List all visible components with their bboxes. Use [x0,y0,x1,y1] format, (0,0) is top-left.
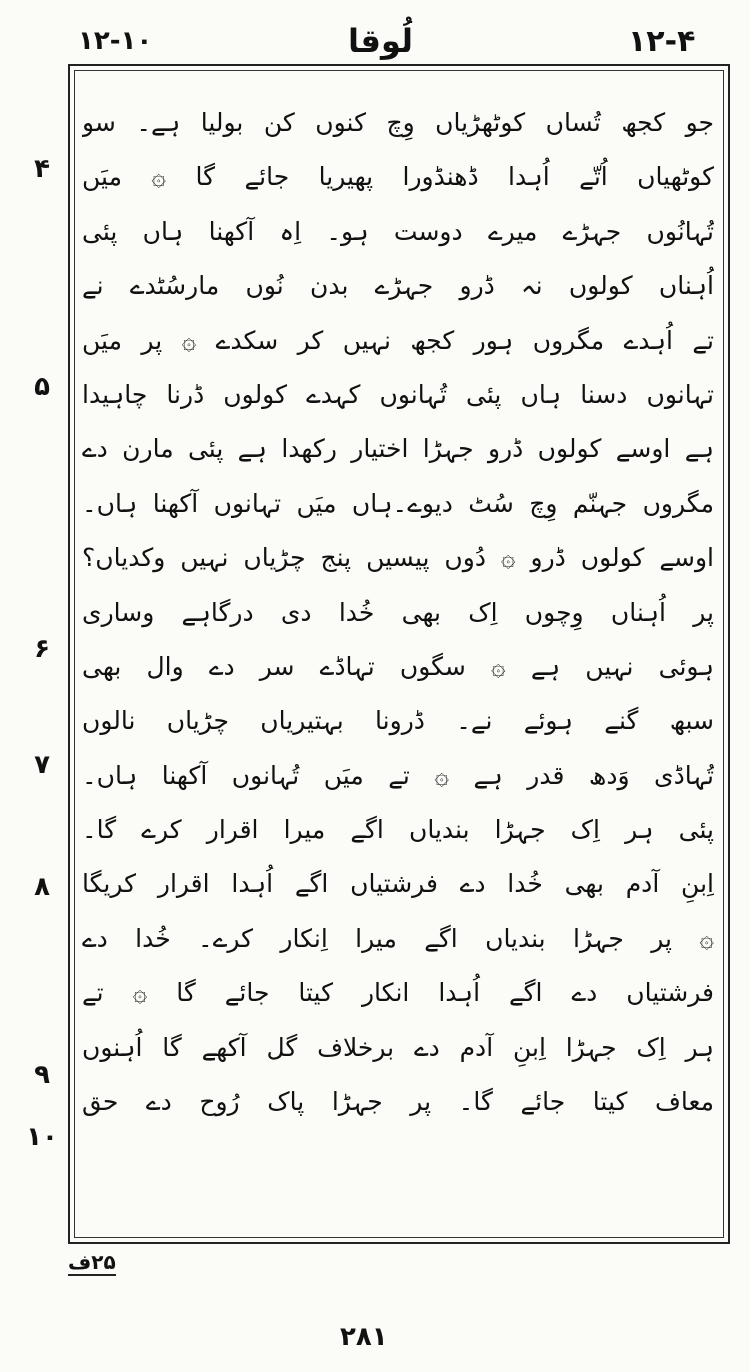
text-line: معاف کیتا جائے گا۔ پر جہڑا پاک رُوح دے حق [82,1087,714,1117]
text-line: ہے اوسے کولوں ڈرو جہڑا اختیار رکھدا ہے پئی مارن دے [82,434,714,464]
text-line: تہانوں دسنا ہاں پئی تُہانوں کہدے کولوں ڈرنا چاہیدا [82,379,714,409]
text-line: تے اُہدے مگروں ہور کجھ نہیں کر سکدے ۞ پر میَں [82,325,714,355]
chapter-range-left: ۱۲-۱۰ [78,26,153,56]
text-line: سبھ گنے ہوئے نے۔ ڈرونا بہتیریاں چڑیاں نالوں [82,706,714,736]
text-line: اُہناں کولوں نہ ڈرو جہڑے بدن نُوں مارسُٹدے نے [82,271,714,301]
text-line: ہر اِک جہڑا اِبنِ آدم دے برخلاف گل آکھے گا اُہنوں [82,1032,714,1062]
verse-number: ۷ [34,750,50,780]
body-text [82,96,714,1129]
verse-number: ۹ [34,1060,50,1090]
text-line: مگروں جہنّم وِچ سُٹ دیوے۔ہاں میَں تہانوں آکھنا ہاں۔ [82,488,714,518]
verse-number: ۶ [34,634,50,664]
text-line: تُہانُوں جہڑے میرے دوست ہو۔ اِہ آکھنا ہاں پئی [82,216,714,246]
text-line: تُہاڈی وَدھ قدر ہے ۞ تے میَں تُہانوں آکھنا ہاں۔ [82,760,714,790]
text-line: کوٹھیاں اُتّے اُہدا ڈھنڈورا پھیریا جائے گا ۞ میَں [82,162,714,192]
text-line: ۞ پر جہڑا بندیاں اگے میرا اِنکار کرے۔ خُدا دے [82,923,714,953]
chapter-range-right: ۱۲-۴ [628,24,696,59]
catchword: ۲۵ف [68,1250,116,1274]
text-line: پئی ہر اِک جہڑا بندیاں اگے میرا اقرار کرے گا۔ [82,815,714,845]
verse-number: ۴ [34,154,50,184]
text-line: فرشتیاں دے اگے اُہدا انکار کیتا جائے گا ۞ تے [82,978,714,1008]
text-line: ہوئی نہیں ہے ۞ سگوں تہاڈے سر دے وال بھی [82,651,714,681]
verse-number: ۸ [34,872,50,902]
verse-number: ۱۰ [26,1122,58,1152]
text-frame [68,64,730,1244]
text-line: پر اُہناں وِچوں اِک بھی خُدا دی درگاہے وساری [82,597,714,627]
page-header [0,0,750,62]
book-title: لُوقا [348,22,414,60]
text-line: اوسے کولوں ڈرو ۞ دُوں پیسیں پنج چڑیاں نہیں وکدیاں؟ [82,543,714,573]
page-number: ۲۸۱ [340,1322,388,1352]
text-line: اِبنِ آدم بھی خُدا دے فرشتیاں اگے اُہدا اقرار کریگا [82,869,714,899]
verse-number: ۵ [34,372,50,402]
text-line: جو کجھ تُساں کوٹھڑیاں وِچ کنوں کن بولیا ہے۔ سو [82,108,714,137]
